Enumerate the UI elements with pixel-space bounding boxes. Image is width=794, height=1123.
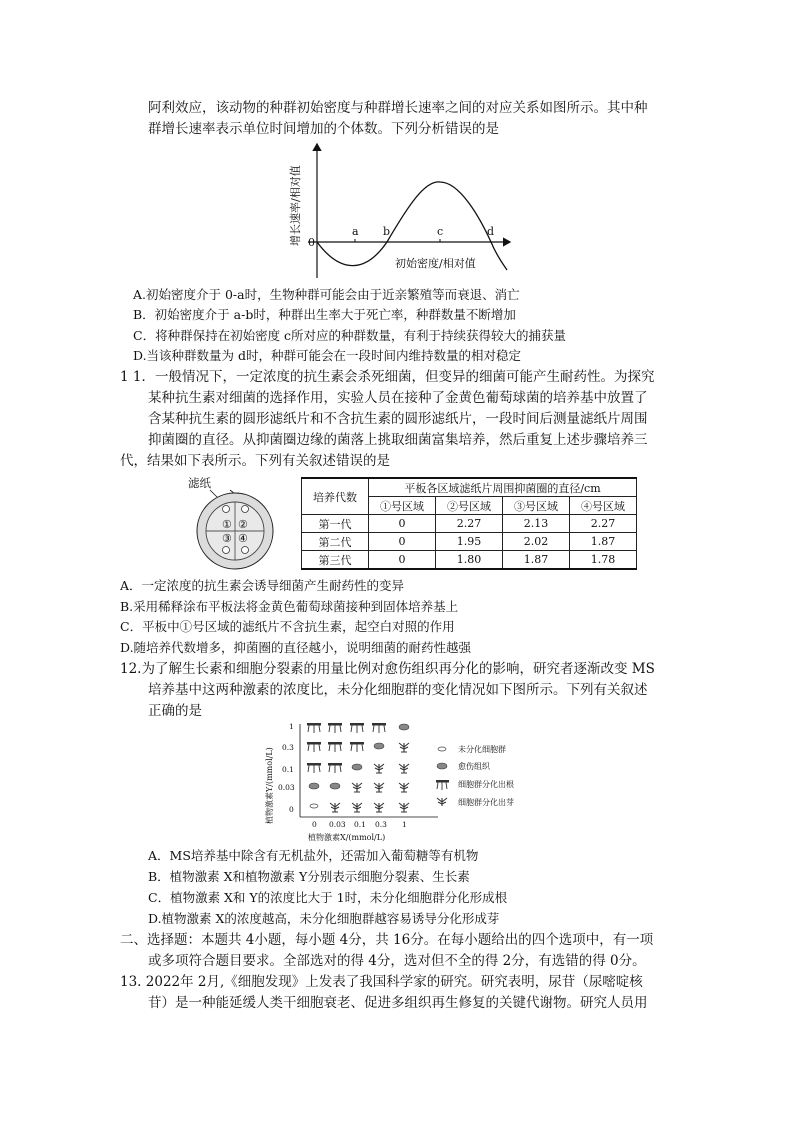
chart-xlabel: 植物激素X/(mmol/L): [308, 833, 386, 842]
point-c: c: [437, 225, 444, 238]
q11-option-c: C．平板中①号区域的滤纸片不含抗生素，起空白对照的作用: [120, 619, 455, 634]
q11-option-b: B.采用稀释涂布平板法将金黄色葡萄球菌接种到固体培养基上: [120, 599, 459, 614]
point-a: a: [352, 225, 359, 238]
q12-stem-line1: 12.为了解生长素和细胞分裂素的用量比例对愈伤组织再分化的影响，研究者逐渐改变 MS: [120, 661, 655, 677]
q12-stem-line3: 正确的是: [148, 703, 202, 719]
q11-stem-line5: 代，结果如下表所示。下列有关叙述错误的是: [120, 453, 390, 469]
cell-symbol: [328, 742, 342, 752]
q13-line2: 苷）是一种能延缓人类干细胞衰老、促进多组织再生修复的关键代谢物。研究人员用: [148, 995, 648, 1011]
q10-option-a: A.初始密度介于 0-a时，生物种群可能会由于近亲繁殖等而衰退、消亡: [133, 287, 520, 302]
zone-header: ④号区域: [570, 497, 637, 515]
petri-dish-diagram: [188, 474, 288, 574]
cell-symbol: [307, 742, 321, 752]
xtick: 0.03: [329, 820, 346, 829]
cell-symbol: [374, 803, 384, 812]
xtick: 0: [312, 820, 317, 829]
cell-symbol: [310, 804, 318, 808]
inhibition-zone-table: [301, 477, 637, 570]
legend-shoot-icon: [437, 798, 447, 806]
cell-symbol: [328, 723, 342, 733]
ytick: 0.3: [282, 743, 294, 752]
graph-origin: 0: [308, 236, 315, 249]
gen-header: 培养代数: [302, 478, 369, 515]
q12-option-b: B．植物激素 X和植物激素 Y分别表示细胞分裂素、生长素: [148, 869, 470, 884]
table-row: 第二代 0 1.95 2.02 1.87: [302, 533, 637, 551]
q10-stem-line1: 阿利效应，该动物的种群初始密度与种群增长速率之间的对应关系如图所示。其中种: [148, 100, 648, 116]
chart-ylabel: 植物激素Y/(mmol/L): [265, 747, 274, 824]
q13-line1: 13. 2022年 2月,《细胞发现》上发表了我国科学家的研究。研究表明，尿苷（尿嘧啶核: [120, 974, 643, 990]
cell-symbol: [374, 764, 384, 773]
q10-option-c: C．将种群保持在初始密度 c所对应的种群数量，有利于持续获得较大的捕获量: [133, 328, 567, 343]
point-d: d: [487, 225, 495, 238]
xtick: 1: [402, 820, 407, 829]
zone-header: ①号区域: [369, 497, 436, 515]
q11-stem-line3: 含某种抗生素的圆形滤纸片和不含抗生素的圆形滤纸片，一段时间后测量滤纸片周围: [148, 411, 648, 427]
graph-ylabel: 增长速率/相对值: [289, 165, 302, 246]
zone-1-label: ①: [222, 518, 232, 531]
cell-symbol: [399, 743, 409, 752]
q11-option-d: D.随培养代数增多，抑菌圈的直径越小，说明细菌的耐药性越强: [120, 640, 472, 655]
ytick: 1: [289, 722, 294, 731]
cell-symbol: [350, 742, 364, 752]
zone-3-label: ③: [222, 532, 232, 545]
ytick: 0: [289, 805, 294, 814]
graph-xlabel: 初始密度/相对值: [395, 257, 476, 270]
cell-symbol: [374, 783, 384, 792]
q11-stem-line4: 抑菌圈的直径。从抑菌圈边缘的菌落上挑取细菌富集培养，然后重复上述步骤培养三: [148, 432, 648, 448]
cell-symbol: [399, 783, 409, 792]
q12-stem-line2: 培养基中这两种激素的浓度比，未分化细胞群的变化情况如下图所示。下列有关叙述: [148, 682, 648, 698]
legend-undifferentiated: 未分化细胞群: [458, 745, 506, 754]
cell-symbol: [330, 803, 340, 812]
xtick: 0.3: [375, 820, 387, 829]
table-row: 第一代 0 2.27 2.13 2.27: [302, 515, 637, 533]
cell-symbol: [399, 764, 409, 773]
q11-stem-line1: 1 1．一般情况下，一定浓度的抗生素会杀死细菌，但变异的细菌可能产生耐药性。为探究: [120, 369, 655, 385]
legend-callus: 愈伤组织: [458, 762, 490, 771]
zone-header: ②号区域: [436, 497, 503, 515]
cell-symbol: [307, 763, 321, 773]
q12-option-d: D.植物激素 X的浓度越高，未分化细胞群越容易诱导分化形成芽: [148, 911, 500, 926]
cell-symbol: [374, 743, 384, 749]
group-header: 平板各区域滤纸片周围抑菌圈的直径/cm: [369, 478, 637, 497]
zone-4-label: ④: [238, 532, 248, 545]
cell-symbol: [352, 764, 362, 770]
hormone-ratio-chart: [258, 718, 538, 846]
xtick: 0.1: [354, 820, 366, 829]
q11-stem-line2: 某种抗生素对细菌的选择作用，实验人员在接种了金黄色葡萄球菌的培养基中放置了: [148, 390, 648, 406]
cell-symbol: [350, 723, 364, 733]
cell-symbol: [352, 783, 362, 792]
legend-root: 细胞群分化出根: [458, 780, 514, 789]
q11-option-a: A．一定浓度的抗生素会诱导细菌产生耐药性的变异: [120, 578, 405, 593]
q12-option-a: A．MS培养基中除含有无机盐外，还需加入葡萄糖等有机物: [148, 848, 479, 863]
cell-symbol: [309, 783, 319, 789]
legend-root-icon: [436, 780, 449, 790]
cell-symbol: [352, 803, 362, 812]
zone-2-label: ②: [238, 518, 248, 531]
zone-header: ③号区域: [503, 497, 570, 515]
q10-option-d: D.当该种群数量为 d时，种群可能会在一段时间内维持数量的相对稳定: [133, 348, 522, 363]
ytick: 0.1: [282, 765, 294, 774]
q10-stem-line2: 群增长速率表示单位时间增加的个体数。下列分析错误的是: [148, 121, 499, 137]
cell-symbol: [399, 803, 409, 812]
ytick: 0.03: [278, 783, 295, 792]
section2-line1: 二、选择题：本题共 4小题，每小题 4分，共 16分。在每小题给出的四个选项中，有一项: [120, 932, 654, 948]
point-b: b: [383, 225, 391, 238]
cell-symbol: [330, 783, 340, 789]
q10-option-b: B．初始密度介于 a-b时，种群出生率大于死亡率，种群数量不断增加: [133, 307, 516, 322]
filter-paper-label: 滤纸: [188, 476, 211, 490]
cell-symbol: [307, 723, 321, 733]
cell-symbol: [372, 723, 386, 733]
legend-shoot: 细胞群分化出芽: [458, 798, 514, 807]
table-row: 第三代 0 1.80 1.87 1.78: [302, 551, 637, 570]
population-growth-graph: [280, 138, 520, 280]
cell-symbol: [328, 763, 342, 773]
cell-symbol: [399, 724, 409, 730]
q12-option-c: C．植物激素 X和 Y的浓度比大于 1时，未分化细胞群分化形成根: [148, 890, 508, 905]
section2-line2: 或多项符合题目要求。全部选对的得 4分，选对但不全的得 2分，有选错的得 0分。: [148, 953, 646, 969]
